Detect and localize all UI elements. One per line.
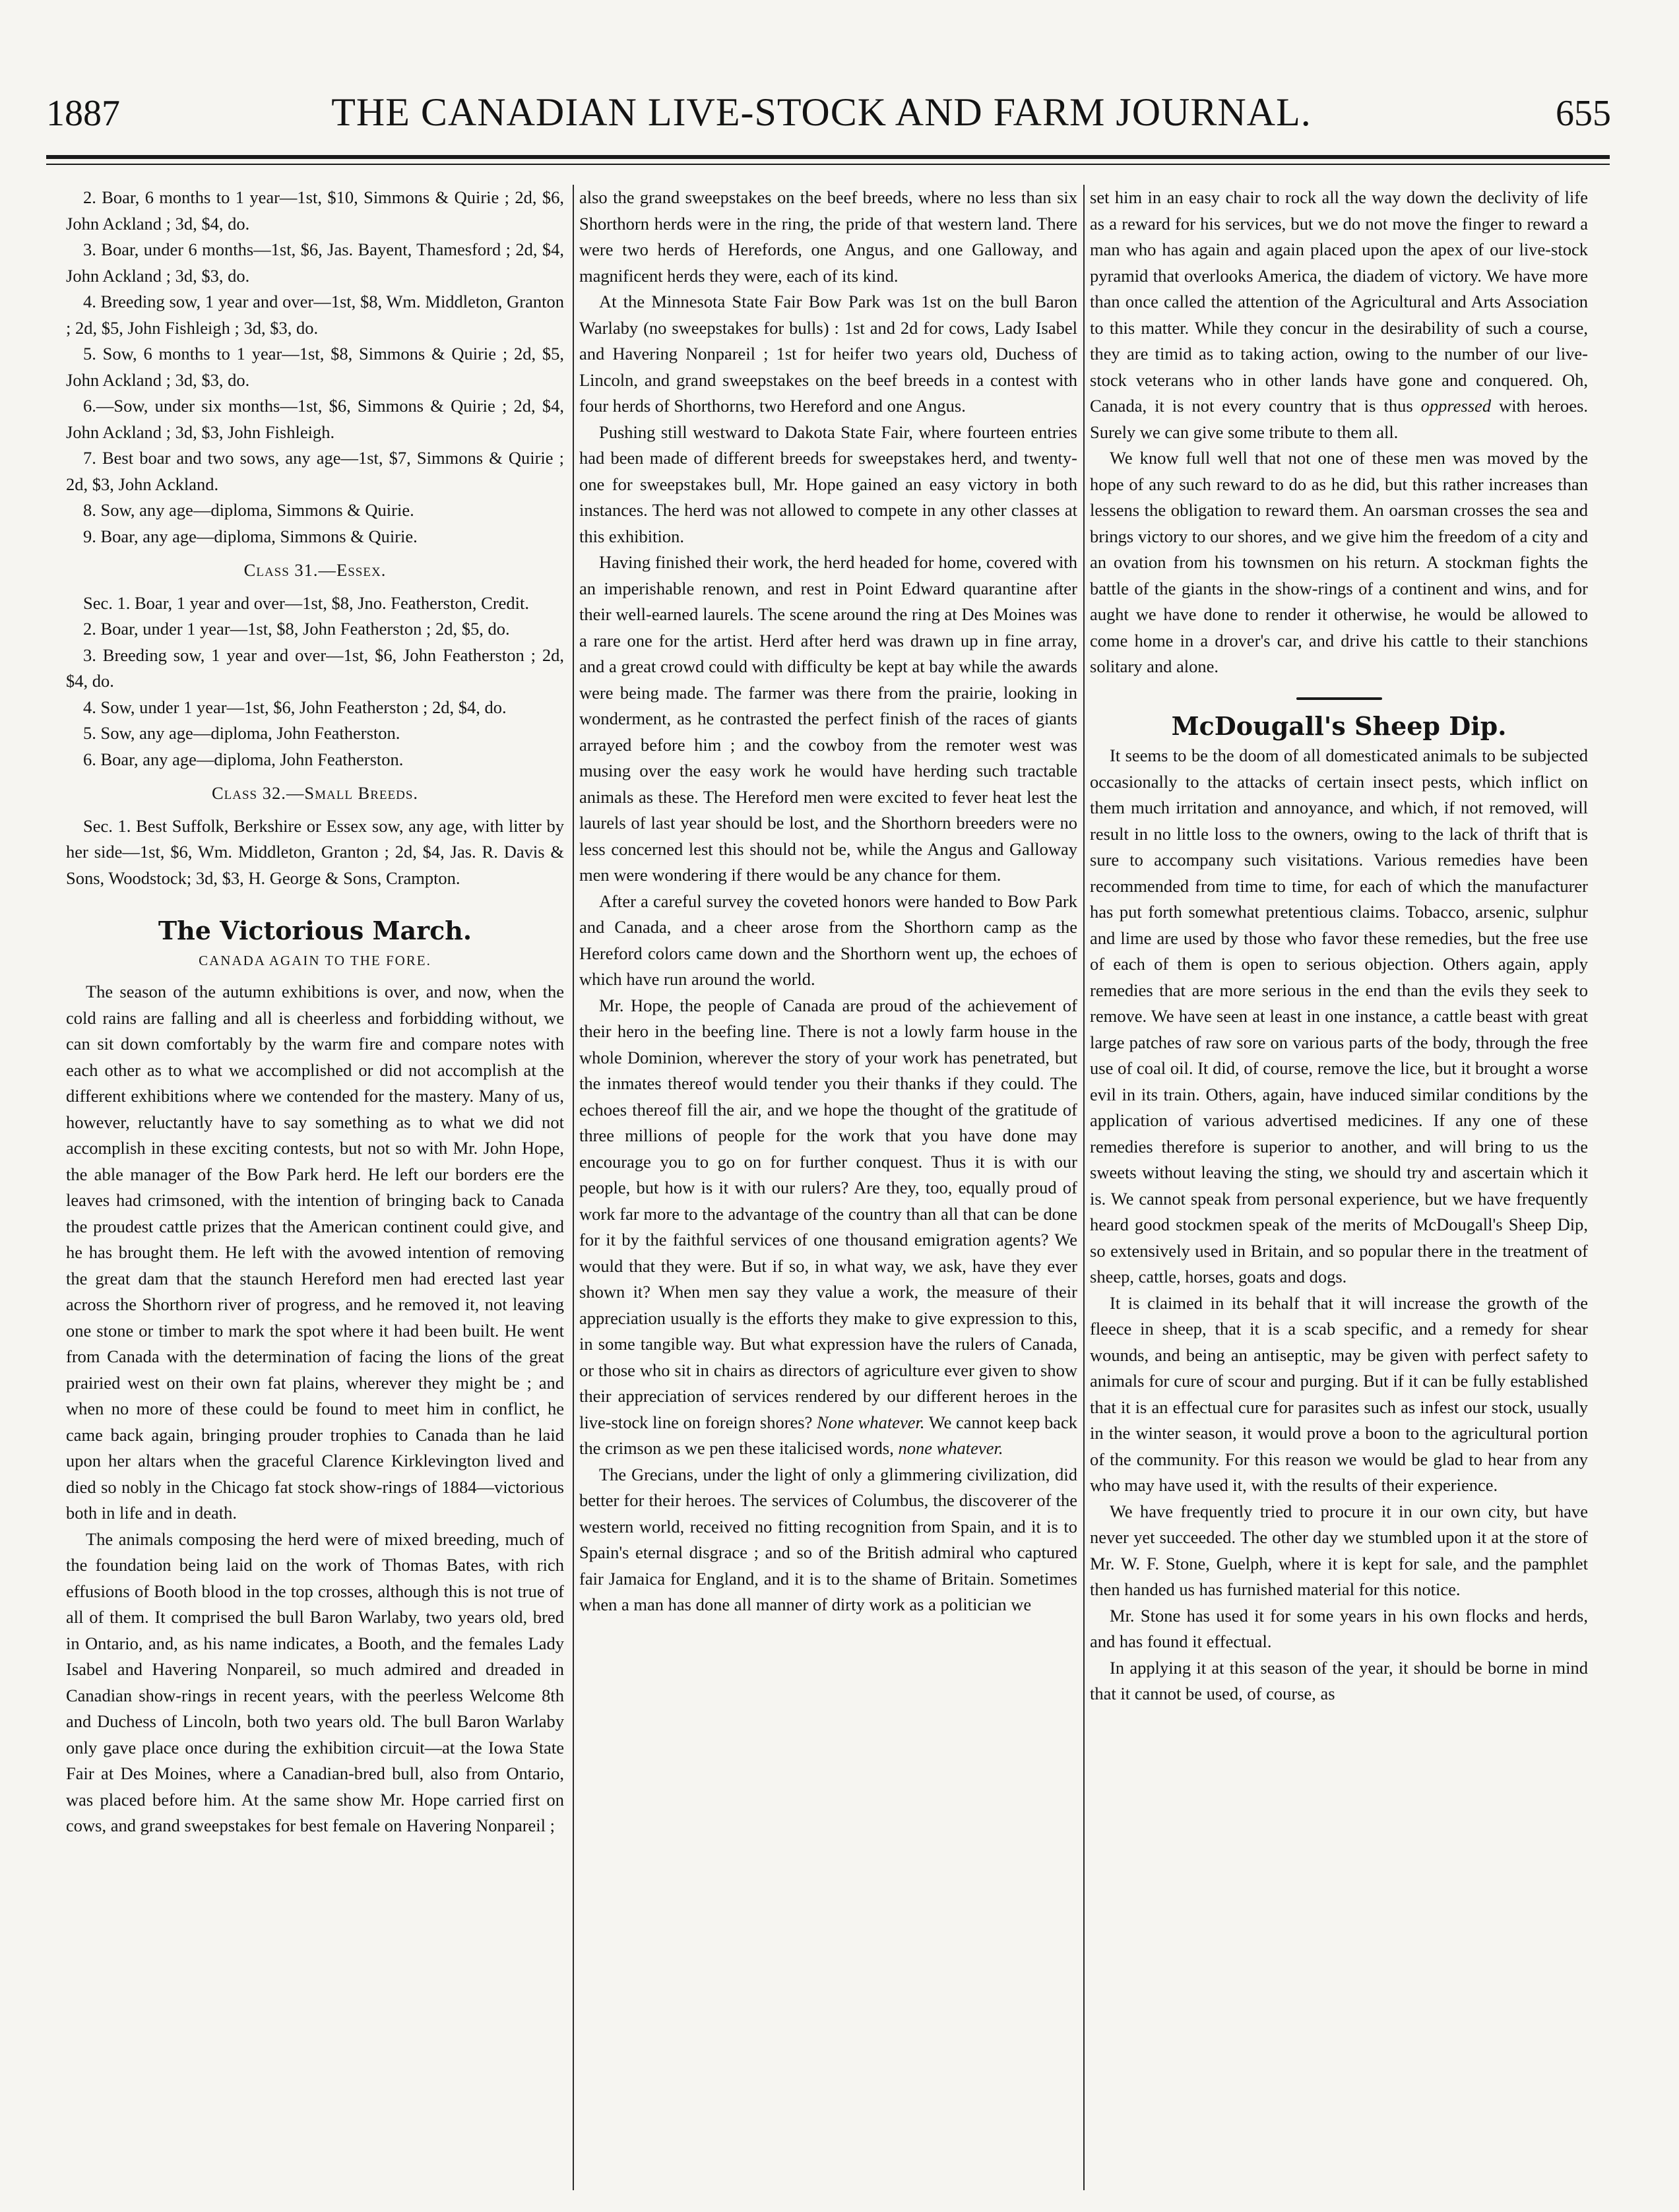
class-heading: Class 32.—Small Breeds. [211, 783, 419, 803]
journal-title: THE CANADIAN LIVE-STOCK AND FARM JOURNAL. [331, 90, 1312, 134]
column-2 [579, 185, 1077, 2190]
prize-entry: 3. Boar, under 6 months—1st, $6, Jas. Bayent, Thamesford ; 2d, $4, John Ackland ; 3d, $3, do. [66, 239, 564, 286]
article-paragraph: The season of the autumn exhibitions is over, and now, when the cold rains are falling and all is cheerless and forbidding without, we can sit down comfortably by the warm fire and compare notes with each other as to what we accomplished or did not accomplish at the different exhibitions where we contended for the mastery. Many of us, however, reluctantly have to say something as to what we did not accomplish in these exciting contests, but not so with Mr. John Hope, the able manager of the Bow Park herd. He left our borders ere the leaves had crimsoned, with the intention of bringing back to Canada the proudest cattle prizes that the American continent could give, and he has brought them. He left with the avowed intention of removing the great dam that the staunch Hereford men had erected last year across the Shorthorn river of progress, and he removed it, not leaving one stone or timber to mark the spot where it had been built. He went from Canada with the determination of facing the lions of the great prairied west on their own fat plains, wherever they might be ; and when no more of these could be found to meet him in conflict, he came back again, bringing prouder trophies to Canada than he laid upon her altars when the graceful Clarence Kirklevington lived and died so nobly in the Chicago fat stock show-rings of 1884—victorious both in life and in death. [66, 982, 564, 1523]
article-paragraph: It is claimed in its behalf that it will increase the growth of the fleece in sheep, that it is a scab specific, and a remedy for shear wounds, and being an antiseptic, may be given with perfect safety to animals for cure of scour and purging. But if it can be fully established that it is an effectual cure for parasites such as infest our stock, usually in the winter season, it would prove a boon to the agricultural portion of the community. For this reason we would be glad to hear from any who may have used it, with the results of their experience. [1090, 1292, 1588, 1495]
article-paragraph: In applying it at this season of the year, it should be borne in mind that it cannot be used, of course, as [1090, 1657, 1588, 1703]
issue-year: 1887 [46, 93, 120, 134]
prize-entry: 7. Best boar and two sows, any age—1st, $7, Simmons & Quirie ; 2d, $3, John Ackland. [66, 448, 564, 494]
article-paragraph: It seems to be the doom of all domesticated animals to be subjected occasionally to the attacks of certain insect pests, which inflict on them much irritation and annoyance, and which, if not removed, will result in no little loss to the owners, owing to the lack of thrift that is sure to accompany such visitations. Various remedies have been recommended from time to time, for each of which the manufacturer has put forth somewhat pretentious claims. Tobacco, arsenic, sulphur and lime are used by those who favor these remedies, but the free use of each of them is open to serious objection. Others again, apply remedies that are more serious in the end than the evils they seek to remove. We have seen at least in one instance, a cattle beast with great large patches of raw sore on various parts of the body, through the free use of coal oil. It did, of course, remove the lice, but it brought a worse evil in its train. Others, again, have induced similar conditions by the application of various advertised medicines. If any one of these remedies therefore is superior to another, and will bring to us the sweets without leaving the sting, we should try and ascertain which it is. We cannot speak from personal experience, but we have frequently heard good stockmen speak of the merits of McDougall's Sheep Dip, so extensively used in Britain, and so popular there in the treatment of sheep, cattle, horses, goats and dogs. [1090, 745, 1588, 1286]
prize-entry: 5. Sow, any age—diploma, John Featherston. [83, 723, 400, 743]
paragraph-text: Mr. Hope, the people of Canada are proud of the achievement of their hero in the beefing line. There is not a lowly farm house in the whole Dominion, wherever the story of your work has penetrated, but the inmates thereof would tender you their thanks if they could. The echoes thereof fill the air, and we hope the thought of the gratitude of three millions of people for the work that you have done may encourage you to go on for further conquest. Thus it is with our people, but how is it with our rulers? Are they, too, equally proud of work far more to the advantage of the country than all that can be done for it by the faithful services of one thousand emigration agents? We would that they were. But if so, in what way, we ask, have they ever shown it? When men say they value a work, the measure of their appreciation usually is the efforts they make to give expression to this, in some tangible way. But what expression have the rulers of Canada, or those who sit in chairs as directors of agriculture ever given to show their appreciation of services rendered by our different heroes in the live-stock line on foreign shores? [579, 995, 1077, 1432]
italic-phrase: None whatever. [817, 1412, 925, 1432]
article-paragraph [1090, 185, 1588, 445]
prize-entry: Sec. 1. Boar, 1 year and over—1st, $8, Jno. Featherston, Credit. [83, 592, 530, 613]
italic-word: oppressed [1420, 396, 1492, 416]
article-paragraph: The Grecians, under the light of only a glimmering civilization, did better for their heroes. The services of Columbus, the discoverer of the western world, received no fitting recognition from Spain, and it is to Spain's eternal disgrace ; and so of the British admiral who captured fair Jamaica for England, and it is to the shame of Britain. Sometimes when a man has done all manner of dirty work as a politician we [579, 1464, 1077, 1614]
section-divider [1296, 697, 1382, 700]
header-rule-thin [46, 164, 1610, 165]
prize-entry: Sec. 1. Best Suffolk, Berkshire or Essex sow, any age, with litter by her side—1st, $6, Wm. Middleton, Granton ; 2d, $4, Jas. R. Davis & Sons, Woodstock; 3d, $3, H. George & Sons, Crampton. [66, 815, 564, 888]
prize-entry: 6.—Sow, under six months—1st, $6, Simmons & Quirie ; 2d, $4, John Ackland ; 3d, $3, John Fishleigh. [66, 396, 564, 442]
column-1 [66, 185, 564, 2190]
prize-entry: 2. Boar, under 1 year—1st, $8, John Featherston ; 2d, $5, do. [83, 619, 510, 639]
column-divider [1083, 185, 1085, 2190]
article-paragraph: After a careful survey the coveted honors were handed to Bow Park and Canada, and a cheer arose from the Shorthorn camp as the Hereford colors came down and the Shorthorn went up, the echoes of which have run around the world. [579, 891, 1077, 989]
article-title: McDougall's Sheep Dip. [1171, 711, 1507, 741]
paragraph-text: set him in an easy chair to rock all the way down the declivity of life as a reward for his services, but we do not move the finger to reward a man who has again and again placed upon the apex of our live-stock pyramid that overlooks America, the diadem of victory. We have more than once called the attention of the Agricultural and Arts Association to this matter. While they concur in the desirability of such a course, they are timid as to taking action, owing to the number of our live-stock veterans who in other lands have gone and conquered. Oh, Canada, it is not every country that is thus [1090, 187, 1588, 416]
prize-entry: 3. Breeding sow, 1 year and over—1st, $6, John Featherston ; 2d, $4, do. [66, 645, 564, 691]
prize-entry: 9. Boar, any age—diploma, Simmons & Quirie. [83, 526, 418, 546]
prize-entry: 2. Boar, 6 months to 1 year—1st, $10, Simmons & Quirie ; 2d, $6, John Ackland ; 3d, $4, do. [66, 187, 564, 234]
article-title: The Victorious March. [158, 916, 472, 945]
paragraph-text: We cannot keep back the crimson as we pen these italicised words, [579, 1412, 1077, 1458]
column-3 [1090, 185, 1588, 2190]
article-subtitle: CANADA AGAIN TO THE FORE. [199, 952, 431, 968]
article-paragraph: At the Minnesota State Fair Bow Park was 1st on the bull Baron Warlaby (no sweepstakes for bulls) : 1st and 2d for cows, Lady Isabel and Havering Nonpareil ; 1st for heifer two years old, Duchess of Lincoln, and grand sweepstakes on the beef breeds in a contest with four herds of Shorthorns, two Hereford and one Angus. [579, 292, 1077, 416]
page-number: 655 [1556, 93, 1611, 134]
paragraph-text: with heroes. Surely we can give some tribute to them all. [1090, 396, 1588, 442]
header-rule [46, 155, 1610, 159]
article-paragraph: We have frequently tried to procure it in our own city, but have never yet succeeded. The other day we stumbled upon it at the store of Mr. W. F. Stone, Guelph, where it is kept for sale, and the pamphlet then handed us has furnished material for this notice. [1090, 1501, 1588, 1599]
class-heading: Class 31.—Essex. [243, 560, 387, 580]
article-paragraph: also the grand sweepstakes on the beef breeds, where no less than six Shorthorn herds were in the ring, the pride of that western land. There were two herds of Herefords, one Angus, and one Galloway, and magnificent herds they were, each of its kind. [579, 187, 1077, 286]
prize-entry: 8. Sow, any age—diploma, Simmons & Quirie. [83, 500, 414, 520]
article-paragraph [579, 993, 1077, 1462]
article-paragraph: The animals composing the herd were of mixed breeding, much of the foundation being laid on the work of Thomas Bates, with rich effusions of Booth blood in the top crosses, although this is not true of all of them. It comprised the bull Baron Warlaby, two years old, bred in Ontario, and, as his name indicates, a Booth, and the females Lady Isabel and Havering Nonpareil, so much admired and dreaded in Canadian show-rings in recent years, with the peerless Welcome 8th and Duchess of Lincoln, both two years old. The bull Baron Warlaby only gave place once during the exhibition circuit—at the Iowa State Fair at Des Moines, where a Canadian-bred bull, also from Ontario, was placed before him. At the same show Mr. Hope carried first on cows, and grand sweepstakes for best female on Havering Nonpareil ; [66, 1529, 564, 1835]
column-divider [573, 185, 574, 2190]
article-paragraph: We know full well that not one of these men was moved by the hope of any such reward to do as he did, but this rather increases than lessens the obligation to reward them. An oarsman crosses the sea and brings victory to our shores, and we give him the freedom of a city and an ovation from his townsmen on his return. A stockman fights the battle of the giants in the show-rings of a continent and wins, and for aught we have done to render it otherwise, he would be allowed to come home in a drover's car, and drive his cattle to their stanchions solitary and alone. [1090, 448, 1588, 676]
masthead [26, 86, 1616, 145]
article-paragraph: Having finished their work, the herd headed for home, covered with an imperishable renown, and rest in Point Edward quarantine after their well-earned laurels. The scene around the ring at Des Moines was a rare one for the artist. Herd after herd was drawn up in fine array, and a great crowd could with difficulty be kept at bay while the awards were being made. The farmer was there from the prairie, looking in wonderment, as he contrasted the perfect finish of the races of giants arrayed before him ; and the cowboy from the remoter west was musing over the easy work he would have herding such tractable animals as these. The Hereford men were excited to fever heat lest the laurels of last year should be lost, and the Shorthorn breeders were no less concerned lest this should not be, while the Angus and Galloway men were wondering if there would be any chance for them. [579, 552, 1077, 885]
prize-entry: 4. Sow, under 1 year—1st, $6, John Featherston ; 2d, $4, do. [83, 697, 507, 717]
prize-list-entries [66, 590, 564, 773]
prize-list-entries [66, 185, 564, 550]
article-paragraph: Mr. Stone has used it for some years in his own flocks and herds, and has found it effectual. [1090, 1605, 1588, 1651]
prize-entry: 6. Boar, any age—diploma, John Featherston. [83, 749, 404, 769]
prize-entry: 4. Breeding sow, 1 year and over—1st, $8, Wm. Middleton, Granton ; 2d, $5, John Fishleigh ; 3d, $3, do. [66, 292, 564, 338]
journal-page [26, 20, 1616, 2197]
article-paragraph: Pushing still westward to Dakota State Fair, where fourteen entries had been made of different breeds for sweepstakes herd, and twenty-one for sweepstakes bull, Mr. Hope gained an easy victory in both instances. The herd was not allowed to compete in any other classes at this exhibition. [579, 422, 1077, 546]
italic-phrase: none whatever. [898, 1438, 1003, 1458]
prize-entry: 5. Sow, 6 months to 1 year—1st, $8, Simmons & Quirie ; 2d, $5, John Ackland ; 3d, $3, do. [66, 344, 564, 390]
